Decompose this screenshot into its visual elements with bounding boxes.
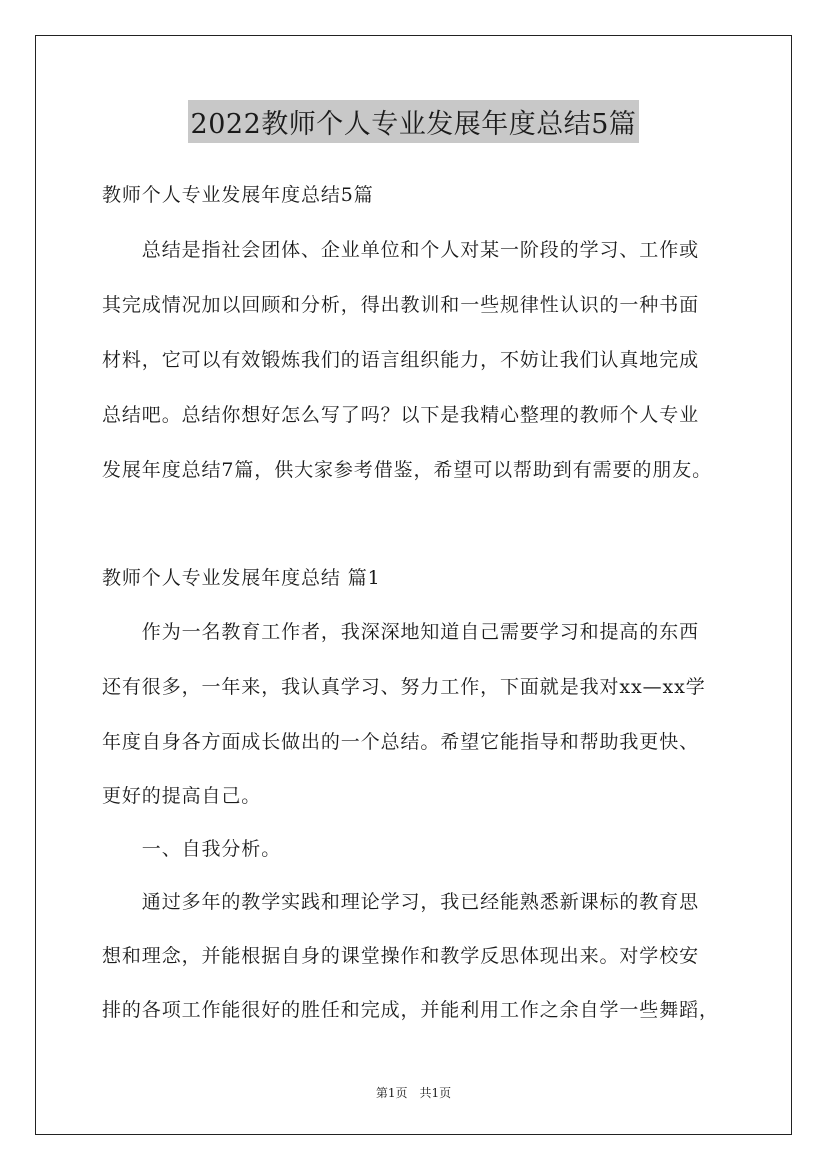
paragraph-line: 排的各项工作能很好的胜任和完成，并能利用工作之余自学一些舞蹈， [102,999,719,1021]
paragraph-line: 通过多年的教学实践和理论学习，我已经能熟悉新课标的教育思 [102,891,700,913]
paragraph-line: 还有很多，一年来，我认真学习、努力工作，下面就是我对xx—xx学 [102,676,706,698]
paragraph-line: 总结是指社会团体、企业单位和个人对某一阶段的学习、工作或 [102,239,700,261]
paragraph-line: 更好的提高自己。 [102,785,262,807]
paragraph-line: 想和理念，并能根据自身的课堂操作和教学反思体现出来。对学校安 [102,945,700,967]
paragraph-line: 作为一名教育工作者，我深深地知道自己需要学习和提高的东西 [102,621,700,643]
subtitle-line: 教师个人专业发展年度总结5篇 [102,184,374,206]
paragraph-line: 其完成情况加以回顾和分析，得出教训和一些规律性认识的一种书面 [102,294,700,316]
subsection-heading: 一、自我分析。 [102,838,282,860]
paragraph-line: 发展年度总结7篇，供大家参考借鉴，希望可以帮助到有需要的朋友。 [102,459,712,481]
page-footer: 第1页 共1页 [375,1086,452,1100]
section-heading: 教师个人专业发展年度总结 篇1 [102,567,381,589]
paragraph-line: 材料，它可以有效锻炼我们的语言组织能力，不妨让我们认真地完成 [102,349,700,371]
paragraph-line: 年度自身各方面成长做出的一个总结。希望它能指导和帮助我更快、 [102,731,700,753]
document-title: 2022教师个人专业发展年度总结5篇 [188,100,640,143]
title-container [0,100,827,143]
paragraph-line: 总结吧。总结你想好怎么写了吗？以下是我精心整理的教师个人专业 [102,404,700,426]
